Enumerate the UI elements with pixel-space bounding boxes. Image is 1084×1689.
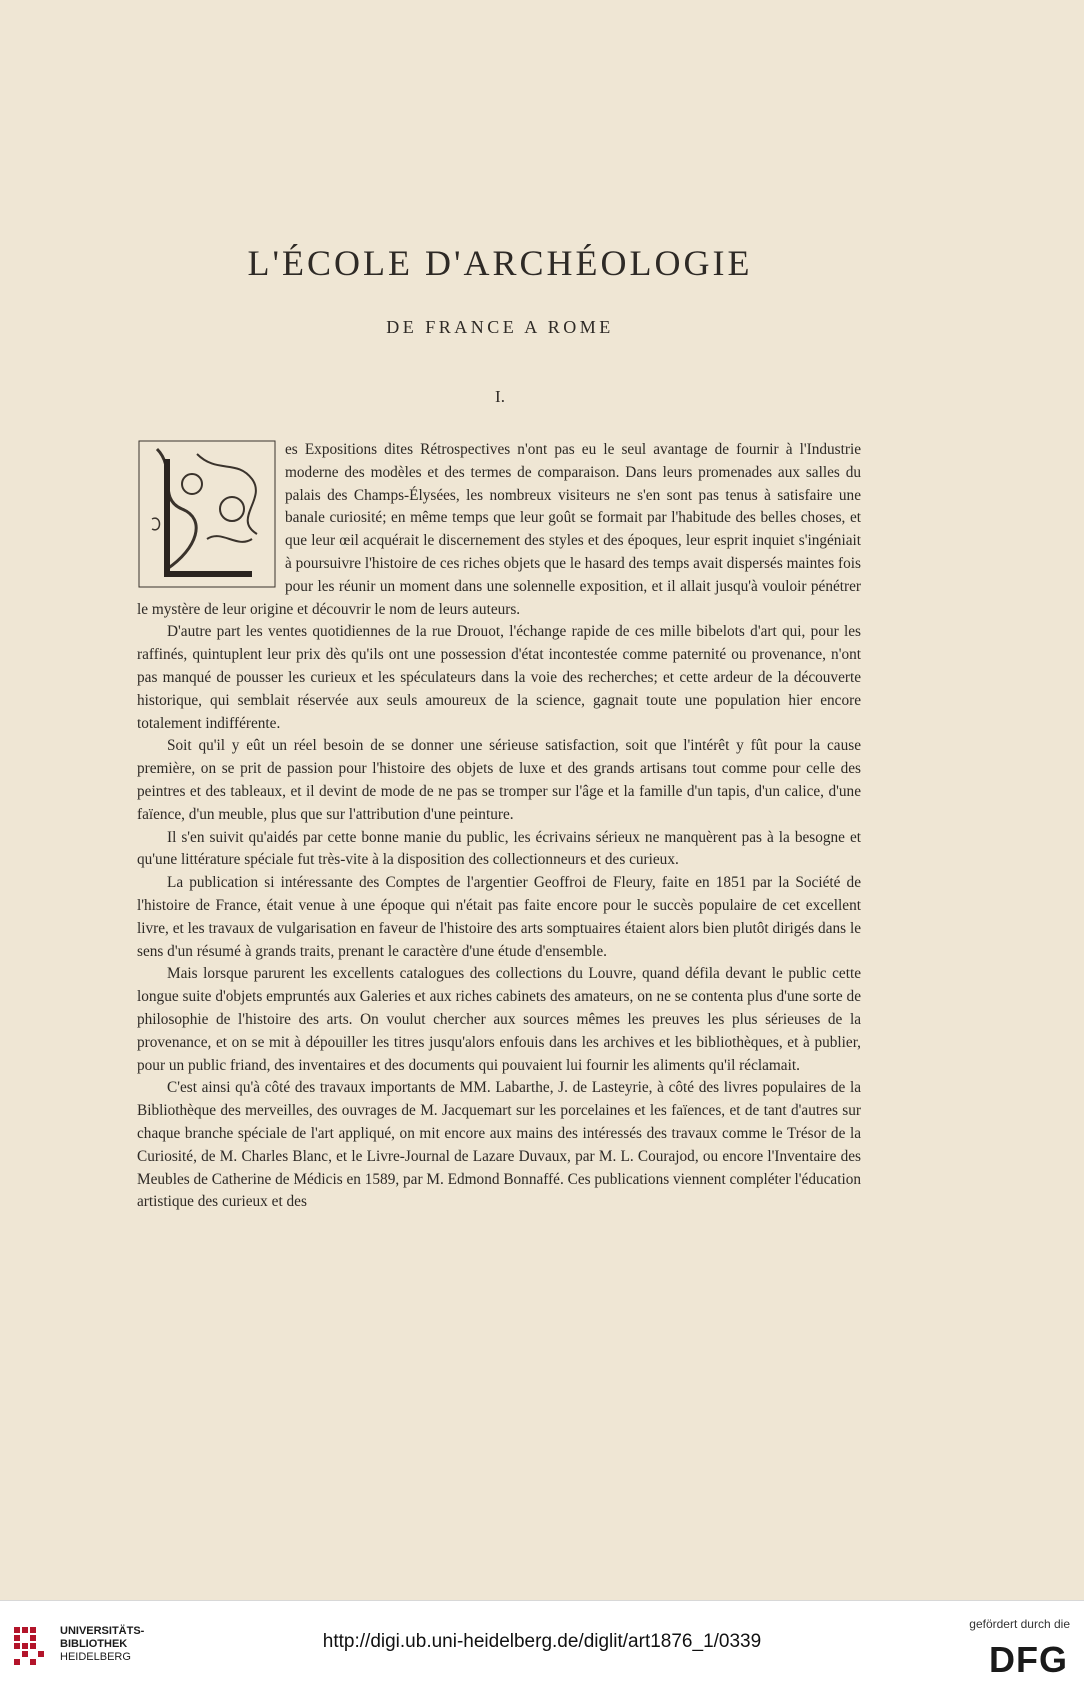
ornamental-initial-l-icon	[137, 439, 277, 589]
dfg-logo: DFG	[989, 1639, 1068, 1680]
funder-text: gefördert durch die	[969, 1617, 1070, 1631]
paragraph: Il s'en suivit qu'aidés par cette bonne manie du public, les écrivains sérieux ne manquèrent pas à la besogne et qu'une littérature spéciale fut très-vite à la disposition des collectionneurs et des curieux.	[137, 828, 861, 869]
viewer-footer	[0, 1600, 1084, 1689]
paragraph: C'est ainsi qu'à côté des travaux importants de MM. Labarthe, J. de Lasteyrie, à côté des livres populaires de la Bibliothèque des merveilles, des ouvrages de M. Jacquemart sur les porcelaines et les faïences, et de tant d'autres sur chaque branche spéciale de l'art appliqué, on mit encore aux mains des intéressés des travaux comme le Trésor de la Curiosité, de M. Charles Blanc, et le Livre-Journal de Lazare Duvaux, par M. L. Courajod, ou encore l'Inventaire des Meubles de Catherine de Médicis en 1589, par M. Edmond Bonnaffé. Ces publications viennent compléter l'éducation artistique des curieux et des	[137, 1079, 861, 1211]
article-body	[137, 439, 861, 1214]
paragraph: La publication si intéressante des Comptes de l'argentier Geoffroi de Fleury, faite en 1851 par la Société de l'histoire de France, était venue à une époque qui n'était pas faite encore pour le succès populaire de cet excellent livre, et les travaux de vulgarisation en faveur de l'histoire des arts somptuaires étaient alors bien plutôt dirigés dans le sens d'un résumé à grands traits, prenant le caractère d'une étude d'ensemble.	[137, 874, 861, 960]
paragraph	[137, 439, 861, 621]
section-number: I.	[495, 387, 505, 406]
paragraph: D'autre part les ventes quotidiennes de la rue Drouot, l'échange rapide de ces mille bibelots d'art qui, pour les raffinés, quintuplent leur prix dès qu'ils ont une possession d'état incontestée comme paternité ou provenance, n'ont pas manqué de pousser les curieux et les spéculateurs dans la voie des recherches; et cette ardeur de la découverte historique, qui semblait réservée aux seuls amoureux de la science, gagnait toute une population hier encore totalement indifférente.	[137, 623, 861, 732]
paragraph: Soit qu'il y eût un réel besoin de se donner une sérieuse satisfaction, soit que l'intérêt y fût pour la cause première, on se prit de passion pour l'histoire des objets de luxe et des grands artisans tout comme pour celle des peintres et des tableaux, et il devint de mode de ne pas se tromper sur l'âge et la famille d'un tapis, d'un calice, d'une faïence, d'un meuble, plus que sur l'attribution d'une peinture.	[137, 737, 861, 823]
article-title: L'ÉCOLE D'ARCHÉOLOGIE	[247, 243, 753, 283]
library-name-line: UNIVERSITÄTS-	[60, 1625, 145, 1637]
paragraph: Mais lorsque parurent les excellents catalogues des collections du Louvre, quand défila devant le public cette longue suite d'objets empruntés aux Galeries et aux riches cabinets des amateurs, on ne se contenta plus d'une sorte de philosophie de l'histoire des arts. On voulut chercher aux sources mêmes les preuves les plus sérieuses de la provenance, et on se mit à dépouiller les titres jusqu'alors enfouis dans les archives et les bibliothèques, et à publier, pour un public friand, des inventaires et des documents qui pouvaient lui fournir les aliments qu'il réclamait.	[137, 965, 861, 1074]
library-name-line: BIBLIOTHEK	[60, 1638, 128, 1650]
library-name-line: HEIDELBERG	[60, 1651, 131, 1663]
article-subtitle: DE FRANCE A ROME	[386, 317, 614, 337]
paragraph-text: es Expositions dites Rétrospectives n'ont pas eu le seul avantage de fournir à l'Industrie moderne des modèles et des termes de comparaison. Dans leurs promenades aux salles du palais des Champs-Élysées, les nombreux visiteurs ne s'en sont pas tenus à satisfaire une banale curiosité; en même temps que leur goût se formait par l'habitude des belles choses, et que leur œil acquérait le discernement des styles et des époques, leur esprit inquiet s'ingéniait à poursuivre l'histoire de ces riches objets que le hasard des temps avait dispersés maintes fois pour les réunir un moment dans une solennelle exposition, et il allait jusqu'à vouloir pénétrer le mystère de leur origine et découvrir le nom de leurs auteurs.	[137, 441, 861, 618]
permalink-url[interactable]: http://digi.ub.uni-heidelberg.de/diglit/art1876_1/0339	[322, 1631, 762, 1652]
